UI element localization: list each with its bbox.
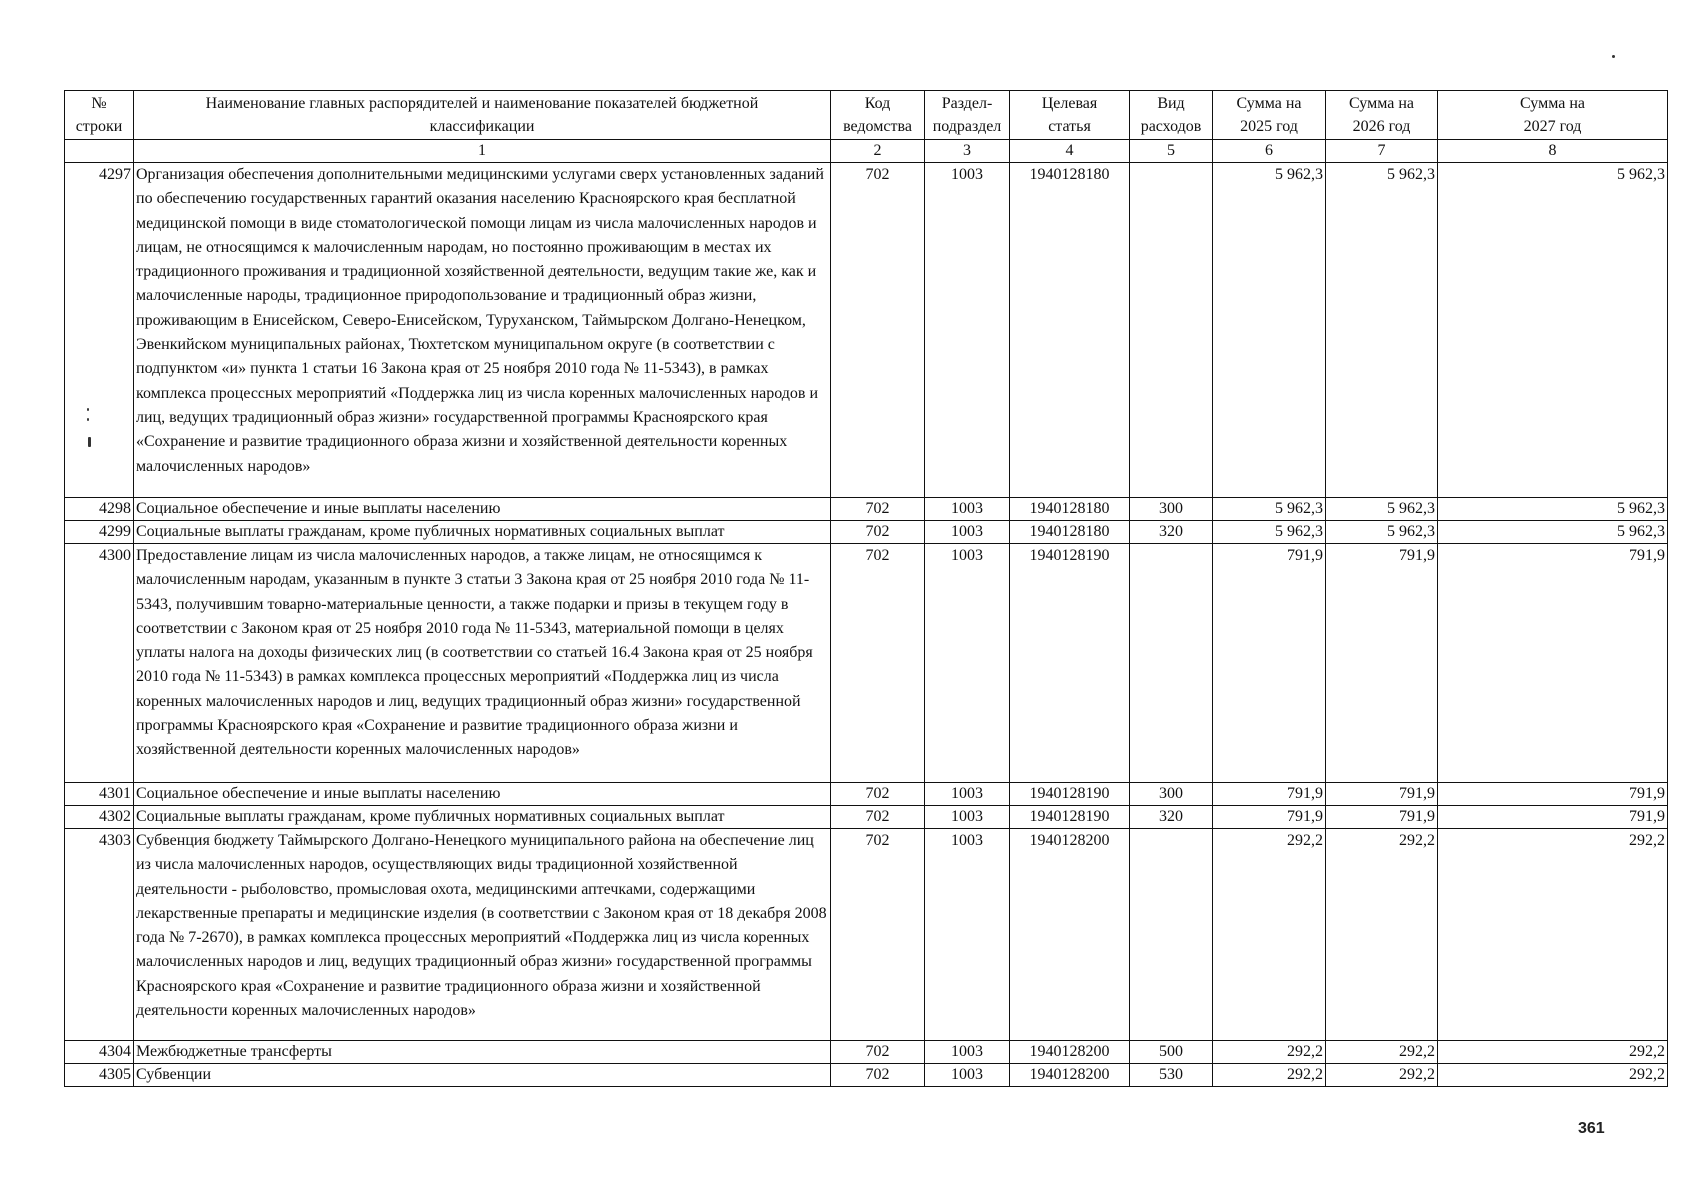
scan-speck (88, 437, 91, 447)
row-target: 1940128190 (1010, 544, 1130, 783)
row-target: 1940128190 (1010, 806, 1130, 829)
header-row (65, 91, 1668, 140)
row-target: 1940128200 (1010, 829, 1130, 1041)
header-target: Целевая статья (1010, 91, 1130, 140)
row-target: 1940128180 (1010, 521, 1130, 544)
row-dept-code: 702 (831, 498, 925, 521)
row-name: Социальные выплаты гражданам, кроме публичных нормативных социальных выплат (134, 806, 831, 829)
row-name: Субвенции (134, 1064, 831, 1087)
row-section: 1003 (925, 783, 1010, 806)
row-expense-kind (1130, 829, 1213, 1041)
row-sum-2026: 5 962,3 (1326, 163, 1438, 498)
row-sum-2026: 791,9 (1326, 783, 1438, 806)
row-section: 1003 (925, 521, 1010, 544)
table-row (65, 1041, 1668, 1064)
header-section: Раздел- подраздел (925, 91, 1010, 140)
row-sum-2027: 292,2 (1438, 1041, 1668, 1064)
row-sum-2027: 791,9 (1438, 783, 1668, 806)
row-sum-2027: 791,9 (1438, 544, 1668, 783)
row-number: 4298 (65, 498, 134, 521)
table-row (65, 806, 1668, 829)
page-number: 361 (1578, 1120, 1605, 1137)
row-section: 1003 (925, 163, 1010, 498)
row-expense-kind: 320 (1130, 521, 1213, 544)
row-expense-kind (1130, 163, 1213, 498)
row-number: 4300 (65, 544, 134, 783)
column-number-row (65, 140, 1668, 163)
row-name: Предоставление лицам из числа малочисленных народов, а также лицам, не относящимся к малочисленным народам, указанным в пункте 3 статьи 3 Закона края от 25 ноября 2010 года № 11-5343, получившим товарно-материальные ценности, а также подарки и призы в текущем году в соответствии с Законом края от 25 ноября 2010 года № 11-5343, материальной помощи в целях уплаты налога на доходы физических лиц (в соответствии со статьей 16.4 Закона края от 25 ноября 2010 года № 11-5343) в рамках комплекса процессных мероприятий «Поддержка лиц из числа коренных малочисленных народов и лиц, ведущих традиционный образ жизни» государственной программы Красноярского края «Сохранение и развитие традиционного образа жизни и хозяйственной деятельности коренных малочисленных народов» (134, 544, 831, 783)
column-number: 8 (1438, 140, 1668, 163)
row-sum-2026: 292,2 (1326, 1064, 1438, 1087)
row-sum-2025: 5 962,3 (1213, 163, 1326, 498)
table-row (65, 544, 1668, 783)
column-number: 6 (1213, 140, 1326, 163)
row-target: 1940128200 (1010, 1064, 1130, 1087)
row-number: 4299 (65, 521, 134, 544)
column-number: 1 (134, 140, 831, 163)
row-dept-code: 702 (831, 163, 925, 498)
row-number: 4305 (65, 1064, 134, 1087)
row-sum-2027: 292,2 (1438, 1064, 1668, 1087)
table-row (65, 163, 1668, 498)
table-row (65, 521, 1668, 544)
row-sum-2025: 791,9 (1213, 544, 1326, 783)
row-target: 1940128180 (1010, 163, 1130, 498)
row-sum-2026: 791,9 (1326, 806, 1438, 829)
row-dept-code: 702 (831, 783, 925, 806)
row-sum-2026: 292,2 (1326, 1041, 1438, 1064)
header-sum-2026: Сумма на 2026 год (1326, 91, 1438, 140)
row-sum-2025: 292,2 (1213, 1041, 1326, 1064)
table-row (65, 498, 1668, 521)
row-sum-2025: 791,9 (1213, 806, 1326, 829)
row-sum-2027: 5 962,3 (1438, 163, 1668, 498)
row-number: 4304 (65, 1041, 134, 1064)
table-row (65, 829, 1668, 1041)
row-expense-kind: 500 (1130, 1041, 1213, 1064)
row-sum-2026: 292,2 (1326, 829, 1438, 1041)
scan-speck (87, 418, 89, 421)
table-row (65, 783, 1668, 806)
row-expense-kind: 300 (1130, 783, 1213, 806)
column-number: 4 (1010, 140, 1130, 163)
header-row-no: № строки (65, 91, 134, 140)
header-name: Наименование главных распорядителей и наименование показателей бюджетной классификации (134, 91, 831, 140)
row-sum-2026: 791,9 (1326, 544, 1438, 783)
column-number: 2 (831, 140, 925, 163)
column-number: 5 (1130, 140, 1213, 163)
row-section: 1003 (925, 1041, 1010, 1064)
row-dept-code: 702 (831, 1041, 925, 1064)
row-name: Социальные выплаты гражданам, кроме публичных нормативных социальных выплат (134, 521, 831, 544)
row-target: 1940128180 (1010, 498, 1130, 521)
scan-speck (1612, 55, 1615, 58)
row-section: 1003 (925, 498, 1010, 521)
row-dept-code: 702 (831, 521, 925, 544)
row-sum-2026: 5 962,3 (1326, 498, 1438, 521)
row-number: 4297 (65, 163, 134, 498)
row-name: Социальное обеспечение и иные выплаты населению (134, 498, 831, 521)
row-name: Субвенция бюджету Таймырского Долгано-Ненецкого муниципального района на обеспечение лиц из числа малочисленных народов, осуществляющих виды традиционной хозяйственной деятельности - рыболовство, промысловая охота, медицинскими аптечками, содержащими лекарственные препараты и медицинские изделия (в соответствии с Законом края от 18 декабря 2008 года № 7-2670), в рамках комплекса процессных мероприятий «Поддержка лиц из числа коренных малочисленных народов и лиц, ведущих традиционный образ жизни» государственной программы Красноярского края «Сохранение и развитие традиционного образа жизни и хозяйственной деятельности коренных малочисленных народов» (134, 829, 831, 1041)
row-section: 1003 (925, 1064, 1010, 1087)
row-name: Межбюджетные трансферты (134, 1041, 831, 1064)
row-section: 1003 (925, 829, 1010, 1041)
table-row (65, 1064, 1668, 1087)
header-expense-kind: Вид расходов (1130, 91, 1213, 140)
row-sum-2025: 5 962,3 (1213, 521, 1326, 544)
row-expense-kind (1130, 544, 1213, 783)
row-sum-2027: 791,9 (1438, 806, 1668, 829)
row-target: 1940128190 (1010, 783, 1130, 806)
row-sum-2027: 5 962,3 (1438, 521, 1668, 544)
header-dept-code: Код ведомства (831, 91, 925, 140)
row-name: Организация обеспечения дополнительными медицинскими услугами сверх установленных заданий по обеспечению государственных гарантий оказания населению Красноярского края бесплатной медицинской помощи в виде стоматологической помощи лицам из числа малочисленных народов и лицам, не относящимся к малочисленным народам, но постоянно проживающим в местах их традиционного проживания и традиционной хозяйственной деятельности, ведущим такие же, как и малочисленные народы, традиционное природопользование и традиционный образ жизни, проживающим в Енисейском, Северо-Енисейском, Туруханском, Таймырском Долгано-Ненецком, Эвенкийском муниципальных районах, Тюхтетском муниципальном округе (в соответствии с подпунктом «и» пункта 1 статьи 16 Закона края от 25 ноября 2010 года № 11-5343), в рамках комплекса процессных мероприятий «Поддержка лиц из числа коренных малочисленных народов и лиц, ведущих традиционный образ жизни» государственной программы Красноярского края «Сохранение и развитие традиционного образа жизни и хозяйственной деятельности коренных малочисленных народов» (134, 163, 831, 498)
row-sum-2025: 292,2 (1213, 1064, 1326, 1087)
row-number: 4302 (65, 806, 134, 829)
budget-table (64, 90, 1668, 1087)
row-dept-code: 702 (831, 829, 925, 1041)
row-sum-2027: 5 962,3 (1438, 498, 1668, 521)
header-sum-2025: Сумма на 2025 год (1213, 91, 1326, 140)
row-number: 4301 (65, 783, 134, 806)
row-dept-code: 702 (831, 544, 925, 783)
row-expense-kind: 320 (1130, 806, 1213, 829)
column-number: 3 (925, 140, 1010, 163)
column-number (65, 140, 134, 163)
row-sum-2027: 292,2 (1438, 829, 1668, 1041)
row-number: 4303 (65, 829, 134, 1041)
row-sum-2025: 292,2 (1213, 829, 1326, 1041)
row-section: 1003 (925, 544, 1010, 783)
row-sum-2026: 5 962,3 (1326, 521, 1438, 544)
row-dept-code: 702 (831, 806, 925, 829)
row-sum-2025: 791,9 (1213, 783, 1326, 806)
row-target: 1940128200 (1010, 1041, 1130, 1064)
row-expense-kind: 300 (1130, 498, 1213, 521)
row-section: 1003 (925, 806, 1010, 829)
row-expense-kind: 530 (1130, 1064, 1213, 1087)
scan-speck (87, 408, 89, 411)
column-number: 7 (1326, 140, 1438, 163)
row-sum-2025: 5 962,3 (1213, 498, 1326, 521)
row-name: Социальное обеспечение и иные выплаты населению (134, 783, 831, 806)
header-sum-2027: Сумма на 2027 год (1438, 91, 1668, 140)
row-dept-code: 702 (831, 1064, 925, 1087)
